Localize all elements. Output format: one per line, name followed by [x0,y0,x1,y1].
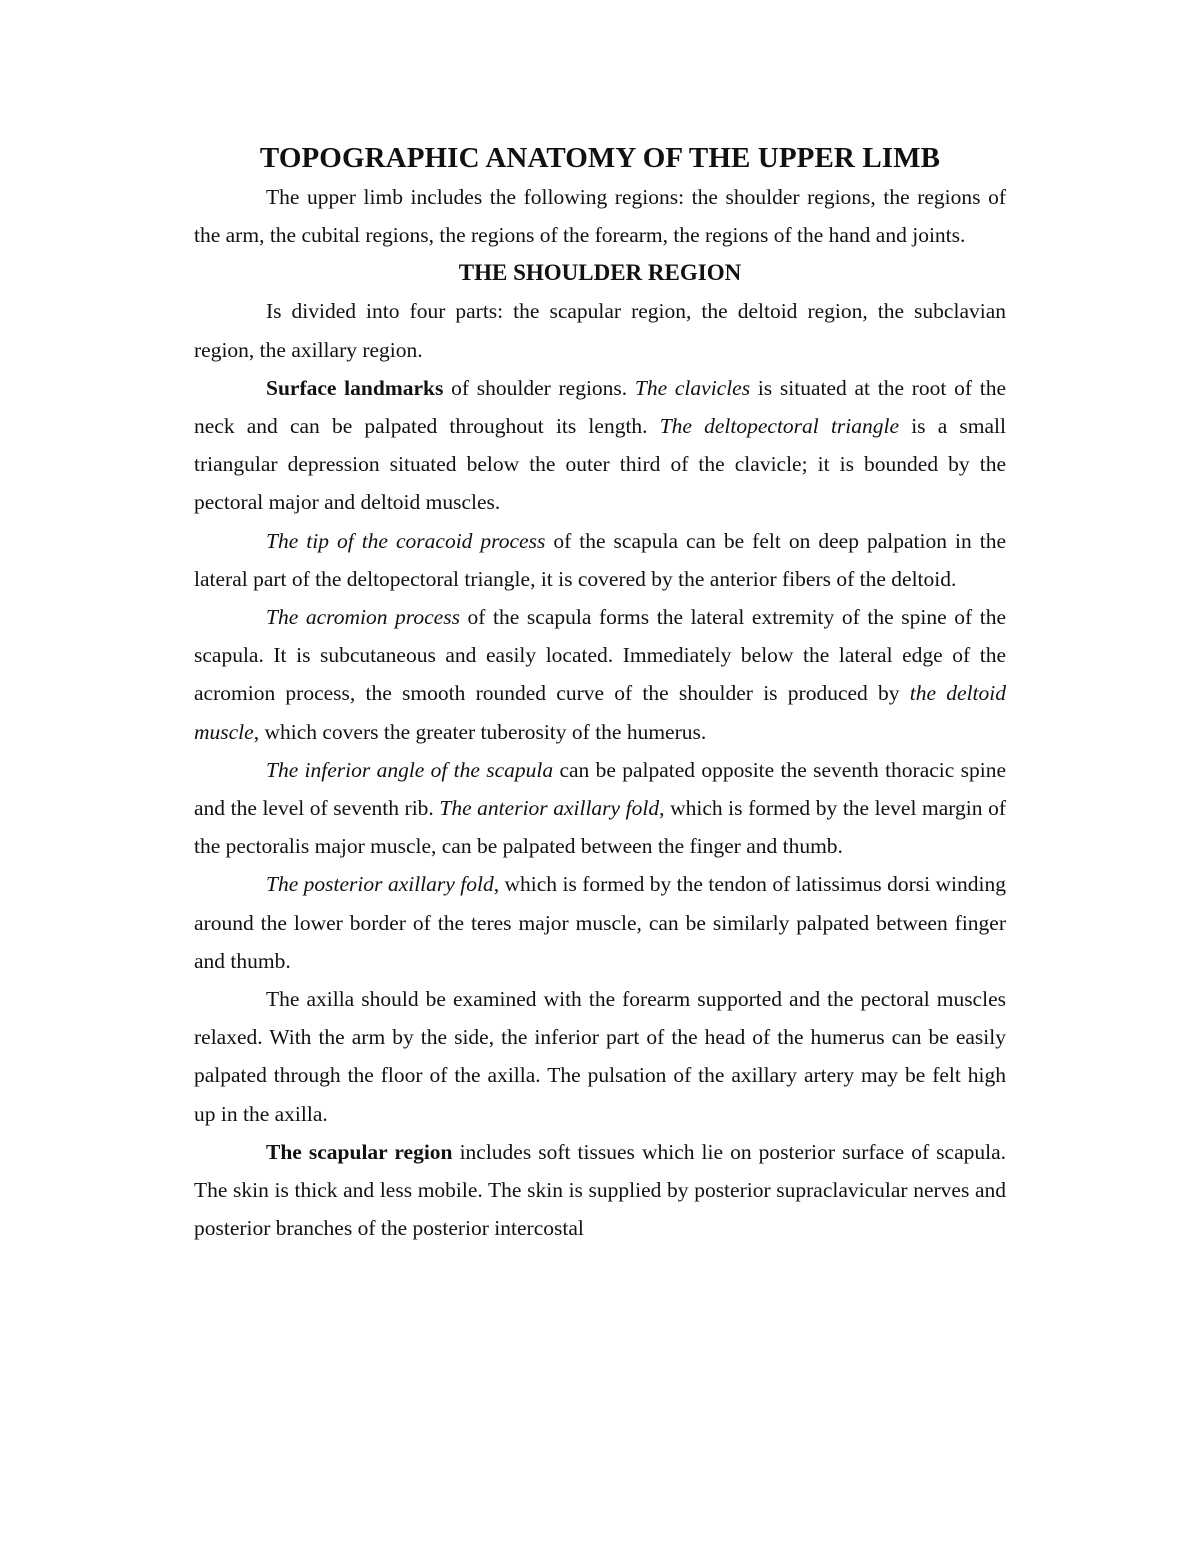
text-run: , which is formed by the level margin of the pectoralis major muscle, can be palpated between the finger and thumb. [194,796,1007,859]
text-run: of the scapula forms the lateral extremity of the spine of the scapula. It is subcutaneous and easily located. Immediately below the lateral edge of the acromion process, the smooth rounded curve of the shoulder is produced by [194,605,1006,706]
text-run: of the scapula can be felt on deep palpation in the lateral part of the deltopectoral triangle, it is covered by the anterior fibers of the deltoid. [194,528,1006,591]
coracoid-paragraph [194,522,1006,598]
text-run: is situated at the root of the neck and can be palpated throughout its length. [194,375,1006,439]
section-heading: THE SHOULDER REGION [458,260,742,286]
document-title: TOPOGRAPHIC ANATOMY OF THE UPPER LIMB [259,142,941,174]
italic-term: The inferior angle of the scapula [266,757,554,782]
italic-term: The tip of the coracoid process [266,528,546,553]
text-run: can be palpated opposite the seventh thoracic spine and the level of seventh rib. [194,757,1006,821]
italic-term: The anterior axillary fold [439,796,660,821]
scapular-region-paragraph [194,1133,1006,1248]
text-run: , which covers the greater tuberosity of the humerus. [253,719,707,744]
bold-term: The scapular region [266,1139,453,1164]
text-run: of shoulder regions. [443,375,635,400]
italic-term: The clavicles [634,375,751,400]
inferior-angle-paragraph [194,751,1006,866]
text-run: , which is formed by the tendon of latissimus dorsi winding around the lower border of the teres major muscle, can be similarly palpated between finger and thumb. [194,872,1006,973]
posterior-fold-paragraph [194,865,1006,980]
italic-term: The acromion process [266,605,460,630]
italic-term: The deltopectoral triangle [659,414,900,439]
acromion-paragraph [194,598,1006,751]
section-intro-paragraph: Is divided into four parts: the scapular region, the deltoid region, the subclavian region, the axillary region. [194,299,1006,362]
bold-term: Surface landmarks [266,375,444,400]
text-run: is a small triangular depression situated below the outer third of the clavicle; it is bounded by the pectoral major and deltoid muscles. [194,414,1006,515]
intro-paragraph: The upper limb includes the following regions: the shoulder regions, the regions of the arm, the cubital regions, the regions of the forearm, the regions of the hand and joints. [194,185,1006,248]
italic-term: The posterior axillary fold [266,872,494,897]
italic-term: the deltoid muscle [194,681,1006,744]
text-run: includes soft tissues which lie on posterior surface of scapula. The skin is thick and less mobile. The skin is supplied by posterior supraclavicular nerves and posterior branches of the posterior intercostal [194,1139,1006,1241]
surface-landmarks-paragraph [194,369,1006,522]
axilla-paragraph: The axilla should be examined with the forearm supported and the pectoral muscles relaxed. With the arm by the side, the inferior part of the head of the humerus can be easily palpated through the floor of the axilla. The pulsation of the axillary artery may be felt high up in the axilla. [194,987,1006,1126]
document-page [194,138,1006,1247]
